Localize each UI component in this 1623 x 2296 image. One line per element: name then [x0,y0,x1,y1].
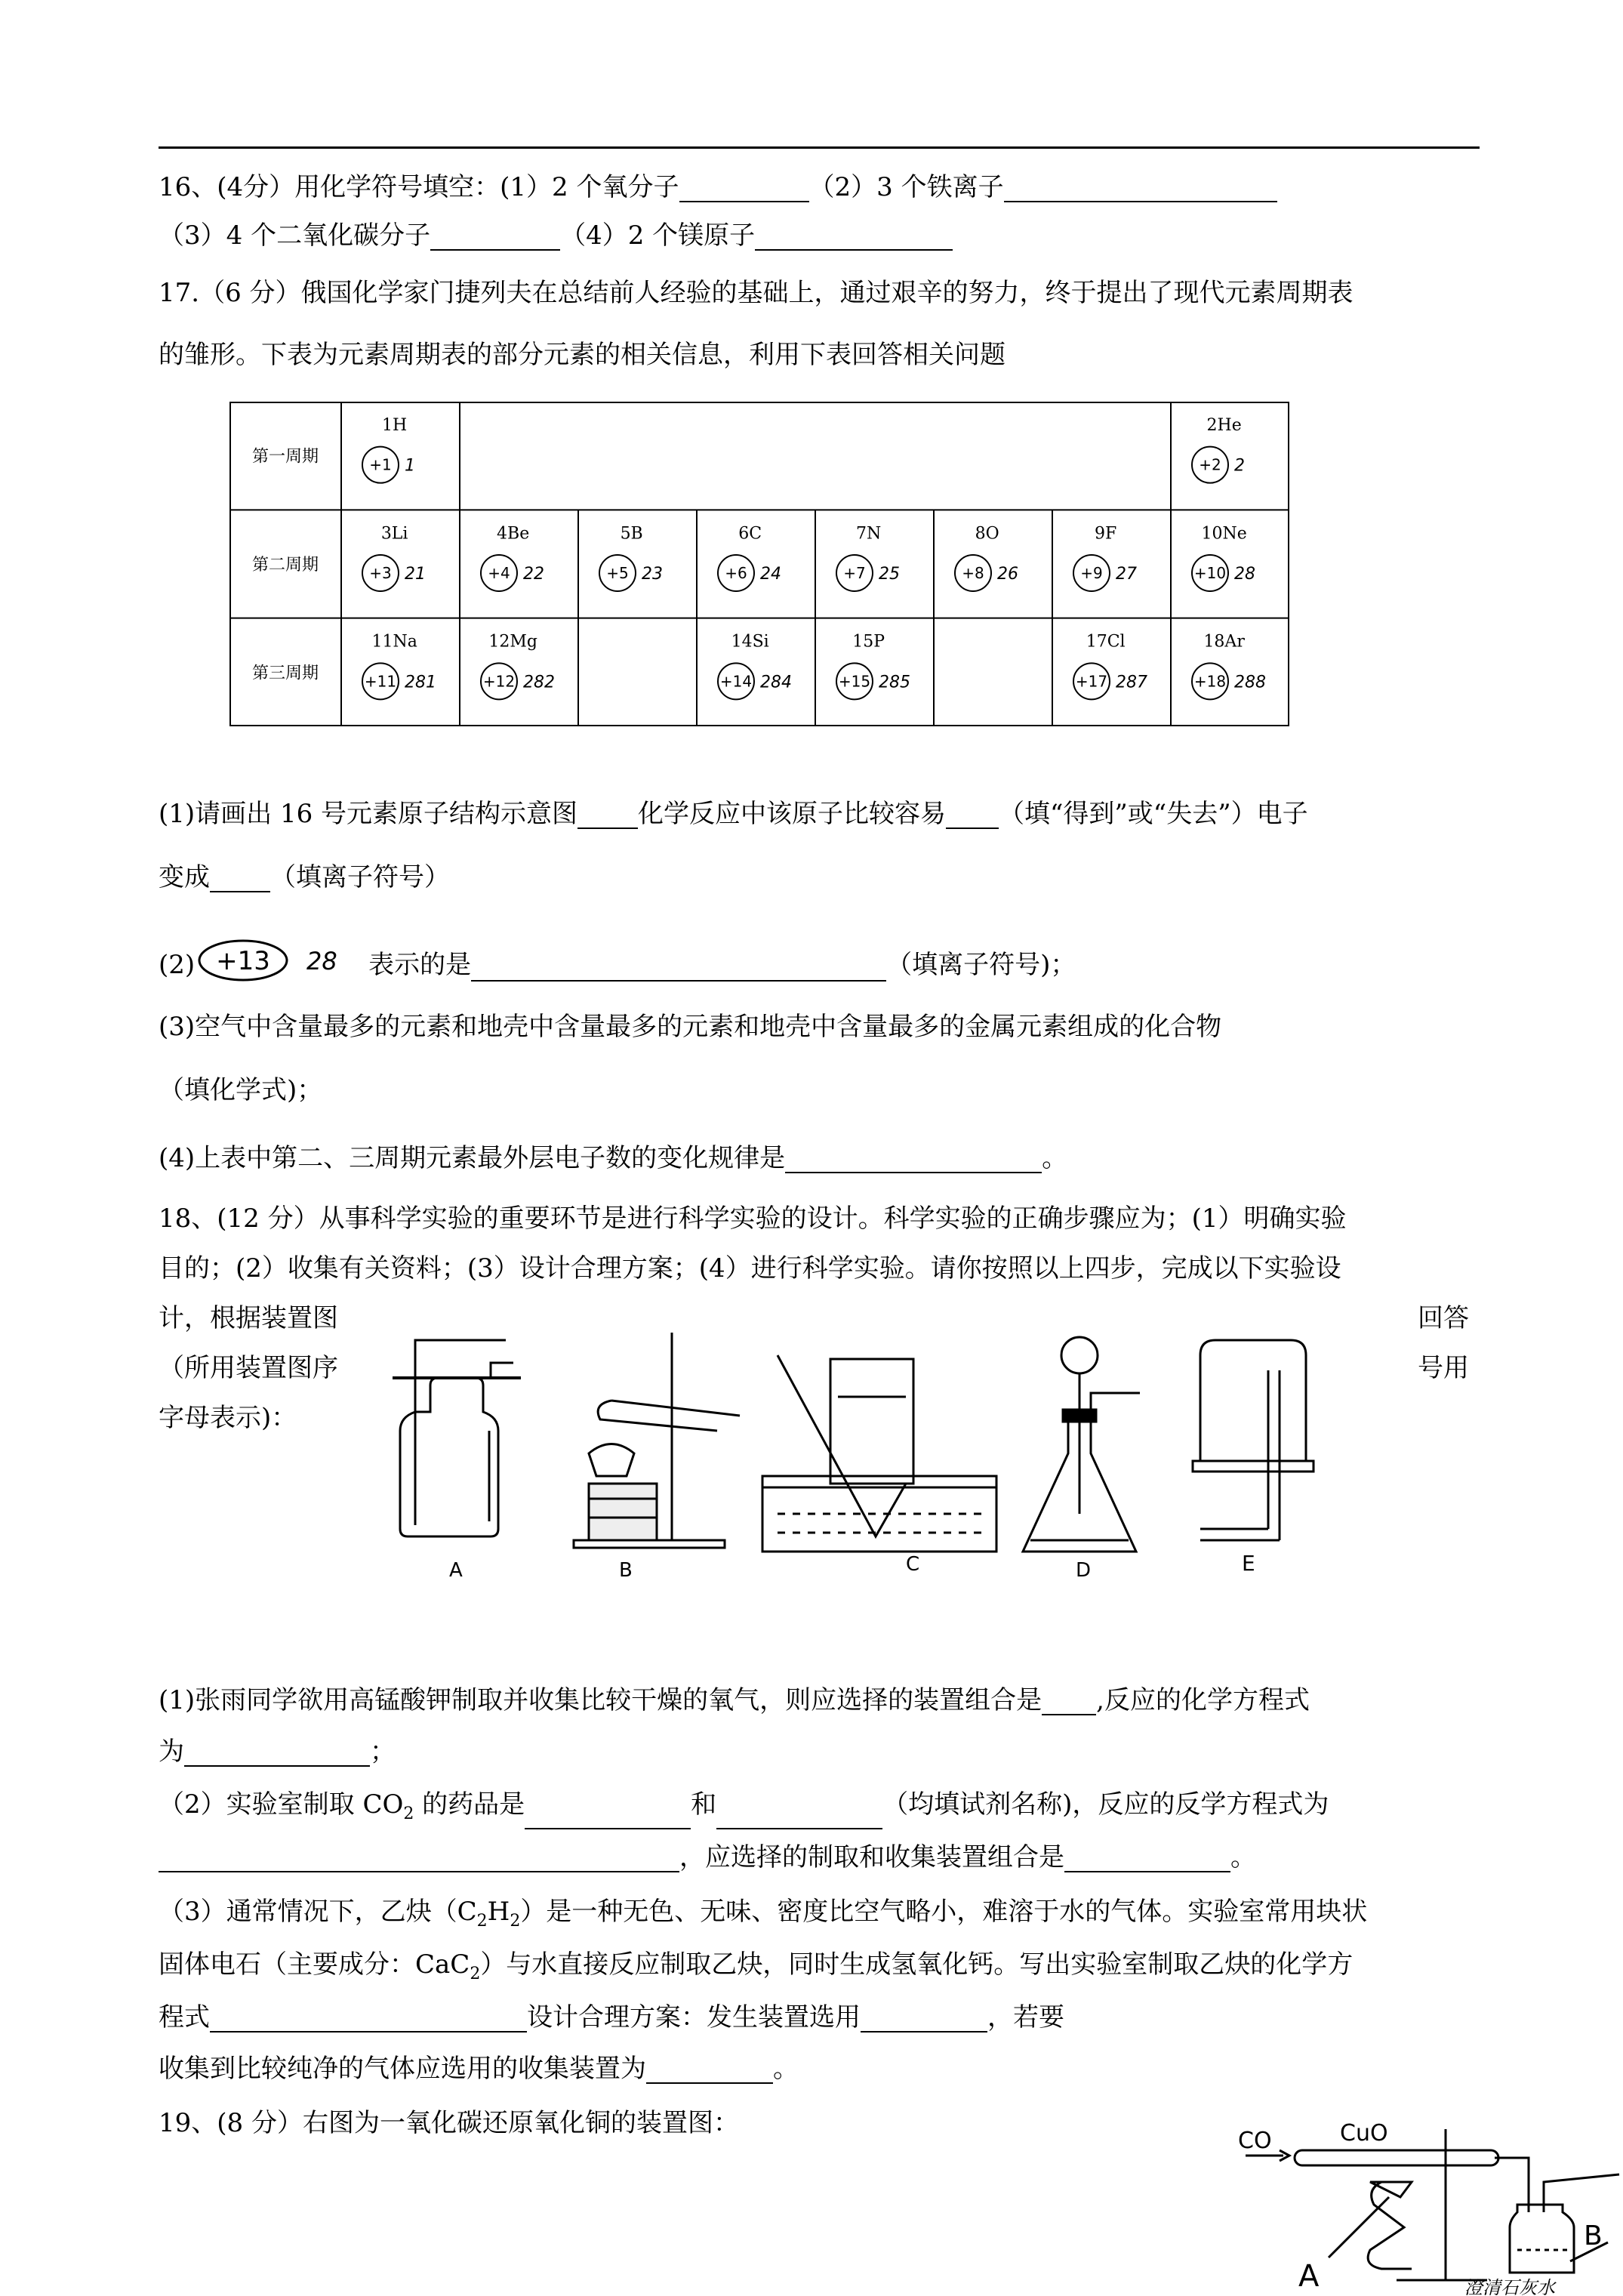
element-symbol: 3Li [380,524,408,544]
q17-blank-2[interactable] [946,802,999,829]
element-symbol: 6C [738,524,762,544]
element-charge: +11 [364,672,397,691]
label-e: E [1242,1551,1255,1576]
element-electrons: 23 [642,565,663,584]
period-label: 第三周期 [251,664,319,683]
q18-part3-line2: 固体电石（主要成分：CaC$_2$）与水直接反应制取乙炔，同时生成氢氧化钙。写出实验室制取乙炔的化学方 [159,1949,1354,1983]
periodic-table [229,402,1289,726]
element-electrons: 285 [879,673,910,692]
element-symbol: 11Na [371,632,417,652]
element-charge: +5 [606,564,629,582]
element-electrons: 24 [760,565,781,584]
q16-text-4: （4）2 个镁原子 [560,220,756,251]
element-symbol: 14Si [731,632,769,652]
q18-intro-2: 目的；(2）收集有关资料；(3）设计合理方案；(4）进行科学实验。请你按照以上四步，完成以下实验设 [159,1253,1341,1284]
q18-blank-6[interactable] [1064,1845,1230,1872]
q17-part1-line2: 变成 （填离子符号） [159,862,450,892]
q16-blank-3[interactable] [430,223,560,251]
element-electrons: 26 [997,565,1018,584]
element-symbol: 9F [1095,524,1117,544]
element-charge: +15 [838,672,871,691]
element-charge: +12 [482,672,516,691]
apparatus-c [762,1355,996,1552]
element-electrons: 28 [1234,565,1255,584]
q18-blank-1[interactable] [1042,1688,1096,1715]
q18-intro-4b: 号用 [1418,1353,1469,1383]
q18-intro-3a: 计，根据装置图 [159,1303,338,1333]
q16-line2 [159,220,953,251]
q18-blank-8[interactable] [861,2005,987,2032]
q16-text-2: （2）3 个铁离子 [808,172,1004,202]
element-electrons: 288 [1234,673,1266,692]
q18-blank-3[interactable] [525,1802,691,1829]
element-charge: +4 [488,564,510,582]
element-symbol: 4Be [497,524,530,544]
element-charge: +10 [1193,564,1227,582]
element-symbol: 5B [620,524,643,544]
q18-blank-2[interactable] [184,1740,370,1767]
element-charge: +2 [1199,455,1221,474]
q17-blank-3[interactable] [210,865,270,892]
apparatus-a [393,1340,521,1536]
label-a: A [449,1559,463,1582]
q18-intro-1: 18、(12 分）从事科学实验的重要环节是进行科学实验的设计。科学实验的正确步骤应为；(1）明确实验 [159,1203,1347,1234]
element-symbol: 17Cl [1086,632,1126,652]
q17-part3-line1: (3)空气中含量最多的元素和地壳中含量最多的元素和地壳中含量最多的金属元素组成的化合物 [159,1012,1222,1042]
element-charge: +17 [1075,672,1108,691]
q18-blank-5[interactable] [159,1845,679,1872]
element-electrons: 1 [405,456,415,476]
label-d: D [1076,1559,1092,1582]
co-reduction-figure [1238,2122,1623,2296]
element-symbol: 15P [852,632,885,652]
q17-intro-2: 的雏形。下表为元素周期表的部分元素的相关信息，利用下表回答相关问题 [159,340,1006,370]
shell-electrons: 28 [306,947,337,975]
element-symbol: 8O [975,524,999,544]
q17-blank-4[interactable] [471,954,886,982]
apparatus-figure [385,1325,1366,1582]
fig-caption: 澄清石灰水 [1464,2277,1555,2296]
fig-a-label: A [1298,2259,1320,2294]
apparatus-d [1023,1337,1140,1552]
q18-part2-line1: （2）实验室制取 $CO_2$ 的药品是 和 （均填试剂名称)，反应的反学方程式为 [159,1789,1329,1829]
fig-b-label: B [1584,2220,1603,2251]
q17-intro-1: 17.（6 分）俄国化学家门捷列夫在总结前人经验的基础上，通过艰辛的努力，终于提出了现代元素周期表 [159,278,1354,308]
q16-blank-2[interactable] [1004,175,1277,202]
q16-text-1: 16、(4分）用化学符号填空：(1）2 个氧分子 [159,172,679,202]
element-charge: +1 [369,455,392,474]
ion-diagram [195,946,368,982]
element-electrons: 22 [523,565,544,584]
period-label: 第一周期 [251,447,319,467]
fig-co-label: CO [1238,2128,1272,2154]
q18-blank-9[interactable] [646,2057,773,2084]
q18-blank-4[interactable] [716,1802,882,1829]
q16-blank-1[interactable] [679,175,809,202]
element-electrons: 284 [760,673,792,692]
header-rule [159,146,1480,149]
element-charge: +8 [962,564,984,582]
q18-blank-7[interactable] [210,2005,527,2032]
q18-part2-line2: ，应选择的制取和收集装置组合是 。 [159,1842,1256,1872]
q17-part4: (4)上表中第二、三周期元素最外层电子数的变化规律是 。 [159,1143,1068,1173]
q17-part2: (2) +13 28 表示的是 （填离子符号)； [159,950,1076,982]
element-electrons: 282 [523,673,555,692]
q18-intro-3b: 回答 [1418,1303,1469,1333]
element-electrons: 27 [1116,565,1137,584]
q18-intro-4a: （所用装置图序 [159,1353,338,1383]
element-symbol: 10Ne [1201,524,1247,544]
q18-intro-5: 字母表示)： [159,1403,297,1433]
element-symbol: 7N [856,524,882,544]
element-charge: +14 [719,672,753,691]
apparatus-b [574,1333,740,1548]
q16-line1 [159,172,1277,202]
element-electrons: 2 [1234,456,1245,476]
element-symbol: 1H [382,416,408,435]
element-electrons: 281 [405,673,436,692]
element-symbol: 12Mg [488,632,537,652]
q18-part3-line3: 程式 设计合理方案：发生装置选用 ，若要 [159,2002,1064,2032]
element-electrons: 21 [405,565,426,584]
q16-text-3: （3）4 个二氧化碳分子 [159,220,431,251]
nucleus-charge: +13 [216,946,271,976]
element-charge: +6 [725,564,747,582]
q17-blank-5[interactable] [785,1146,1042,1173]
period-label: 第二周期 [251,556,319,575]
q18-part1-line2: 为 ； [159,1737,396,1767]
q18-part3-line1: （3）通常情况下，乙炔$(C_2H_2)$是一种无色、无味、密度比空气略小，难溶于水的气体。实验室常用块状 [159,1897,1368,1931]
q16-blank-4[interactable] [755,223,953,251]
q17-part1-line1: (1)请画出 16 号元素原子结构示意图 化学反应中该原子比较容易 （填“得到”或“失去”）电子 [159,799,1308,829]
fig-cuo-label: CuO [1340,2122,1388,2147]
q17-blank-1[interactable] [577,802,638,829]
element-charge: +3 [369,564,392,582]
label-c: C [906,1553,920,1576]
element-electrons: 25 [879,565,900,584]
element-charge: +18 [1193,672,1227,691]
q18-part3-line4: 收集到比较纯净的气体应选用的收集装置为 。 [159,2054,799,2084]
element-charge: +7 [843,564,866,582]
apparatus-e [1193,1340,1313,1540]
label-b: B [619,1559,633,1582]
q19-intro: 19、(8 分）右图为一氧化碳还原氧化铜的装置图： [159,2108,739,2138]
element-symbol: 18Ar [1203,632,1245,652]
element-charge: +9 [1080,564,1103,582]
q18-part1-line1: (1)张雨同学欲用高锰酸钾制取并收集比较干燥的氧气，则应选择的装置组合是 ,反应的化学方程式 [159,1685,1310,1715]
element-electrons: 287 [1116,673,1147,692]
element-symbol: 2He [1206,416,1242,435]
q17-part3-line2: （填化学式)； [159,1075,323,1105]
